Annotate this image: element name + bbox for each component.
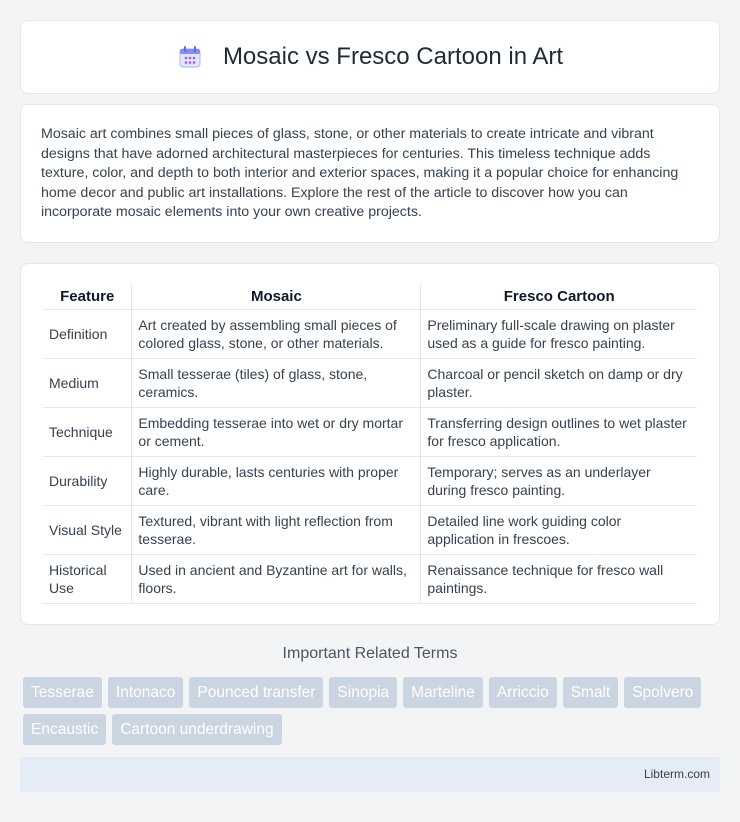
row-fresco: Detailed line work guiding color application in frescoes. bbox=[421, 505, 697, 554]
row-fresco: Renaissance technique for fresco wall paintings. bbox=[421, 554, 697, 603]
tag-tesserae[interactable]: Tesserae bbox=[23, 677, 102, 708]
related-terms-tags bbox=[23, 677, 723, 745]
row-mosaic: Art created by assembling small pieces of colored glass, stone, or other materials. bbox=[132, 309, 421, 358]
table-row bbox=[43, 505, 697, 554]
row-feature: Historical Use bbox=[43, 554, 132, 603]
comparison-table-card bbox=[20, 263, 720, 625]
header-fresco-cartoon: Fresco Cartoon bbox=[421, 284, 697, 309]
table-row bbox=[43, 554, 697, 603]
row-feature: Technique bbox=[43, 407, 132, 456]
tag-intonaco[interactable]: Intonaco bbox=[108, 677, 183, 708]
row-feature: Medium bbox=[43, 358, 132, 407]
tag-encaustic[interactable]: Encaustic bbox=[23, 714, 106, 745]
footer-site-link[interactable]: Libterm.com bbox=[643, 767, 710, 781]
tag-pounced-transfer[interactable]: Pounced transfer bbox=[189, 677, 323, 708]
intro-text: Mosaic art combines small pieces of glass, stone, or other materials to create intricate and vibrant designs that have adorned architectural masterpieces for centuries. This timeless technique adds texture, color, and depth to both interior and exterior spaces, making it a popular choice for enhancing home decor and public art installations. Explore the rest of the article to discover how you can incorporate mosaic elements into your own creative projects. bbox=[41, 126, 679, 220]
row-fresco: Preliminary full-scale drawing on plaster used as a guide for fresco painting. bbox=[421, 309, 697, 358]
table-row bbox=[43, 309, 697, 358]
tag-marteline[interactable]: Marteline bbox=[403, 677, 483, 708]
row-fresco: Temporary; serves as an underlayer during fresco painting. bbox=[421, 456, 697, 505]
header-feature: Feature bbox=[43, 284, 132, 309]
row-feature: Definition bbox=[43, 309, 132, 358]
row-feature: Durability bbox=[43, 456, 132, 505]
row-fresco: Transferring design outlines to wet plaster for fresco application. bbox=[421, 407, 697, 456]
footer bbox=[20, 757, 720, 792]
table-header-row bbox=[43, 284, 697, 309]
table-row bbox=[43, 358, 697, 407]
row-mosaic: Small tesserae (tiles) of glass, stone, ceramics. bbox=[132, 358, 421, 407]
table-row bbox=[43, 407, 697, 456]
row-mosaic: Embedding tesserae into wet or dry mortar or cement. bbox=[132, 407, 421, 456]
row-mosaic: Textured, vibrant with light reflection from tesserae. bbox=[132, 505, 421, 554]
row-fresco: Charcoal or pencil sketch on damp or dry plaster. bbox=[421, 358, 697, 407]
header-mosaic: Mosaic bbox=[132, 284, 421, 309]
row-mosaic: Highly durable, lasts centuries with proper care. bbox=[132, 456, 421, 505]
title-card bbox=[20, 20, 720, 94]
page-title: Mosaic vs Fresco Cartoon in Art bbox=[222, 43, 564, 70]
tag-sinopia[interactable]: Sinopia bbox=[329, 677, 397, 708]
row-feature: Visual Style bbox=[43, 505, 132, 554]
calendar-icon bbox=[177, 44, 203, 70]
comparison-table bbox=[43, 284, 697, 604]
tag-smalt[interactable]: Smalt bbox=[563, 677, 619, 708]
tag-cartoon-underdrawing[interactable]: Cartoon underdrawing bbox=[112, 714, 281, 745]
intro-card bbox=[20, 104, 720, 243]
table-row bbox=[43, 456, 697, 505]
related-terms-title: Important Related Terms bbox=[282, 645, 458, 662]
tag-arriccio[interactable]: Arriccio bbox=[489, 677, 557, 708]
tag-spolvero[interactable]: Spolvero bbox=[624, 677, 701, 708]
row-mosaic: Used in ancient and Byzantine art for walls, floors. bbox=[132, 554, 421, 603]
